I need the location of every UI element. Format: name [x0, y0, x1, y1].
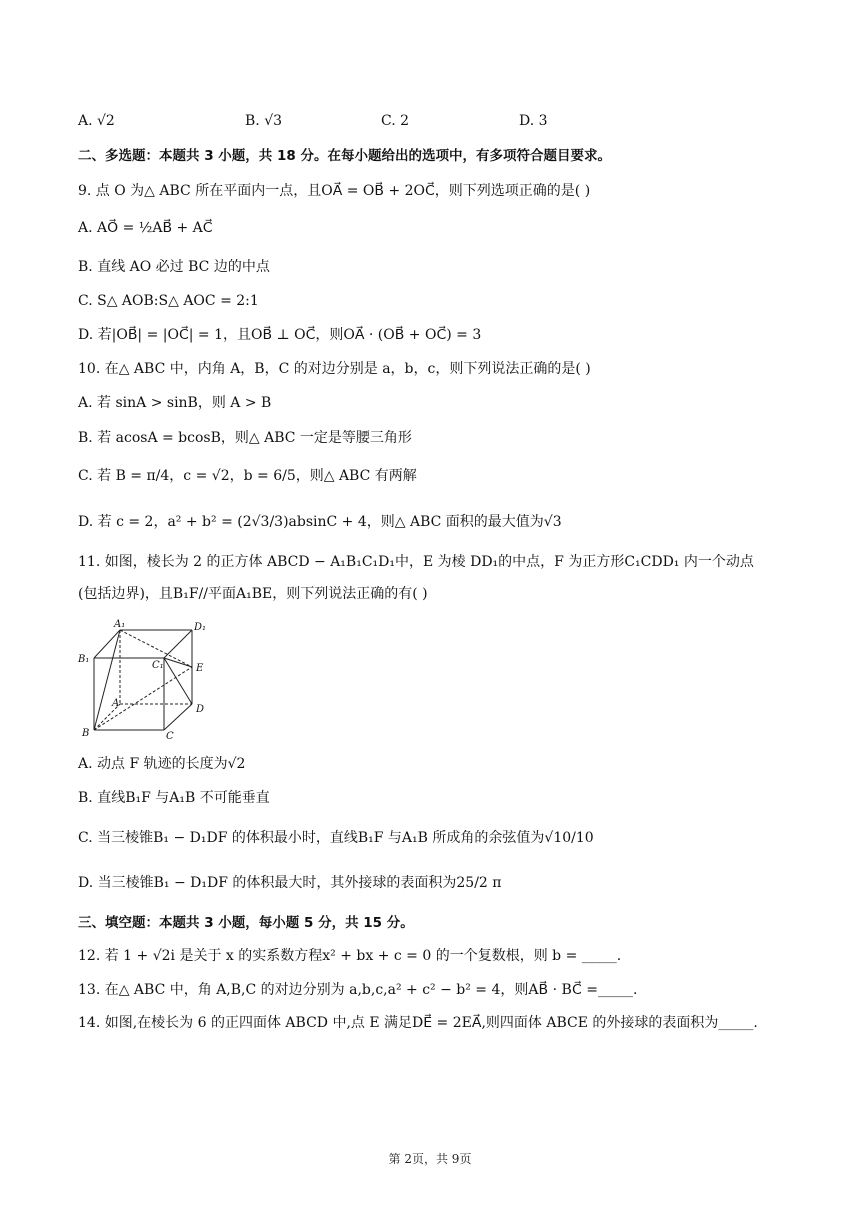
- q13: 13. 在△ ABC 中，角 A,B,C 的对边分别为 a,b,c,a² + c² − b² = 4，则AB⃗ · BC⃗ =_____.: [78, 982, 638, 998]
- q8-option-a: A. √2: [78, 113, 115, 129]
- cube-diagram: [74, 618, 214, 740]
- line-a1b: [94, 630, 120, 730]
- cube-figure: [74, 618, 214, 740]
- q14: 14. 如图,在棱长为 6 的正四面体 ABCD 中,点 E 满足DE⃗ = 2EA⃗,则四面体 ABCE 的外接球的表面积为_____.: [78, 1015, 758, 1031]
- label-c: C: [166, 731, 174, 740]
- q10-option-a: A. 若 sinA > sinB，则 A > B: [78, 395, 272, 411]
- q12: 12. 若 1 + √2i 是关于 x 的实系数方程x² + bx + c = 0 的一个复数根，则 b = _____.: [78, 948, 622, 964]
- q8-option-c: C. 2: [381, 113, 410, 129]
- q8-options: [78, 113, 778, 133]
- line-be: [94, 667, 192, 730]
- q10-stem: 10. 在△ ABC 中，内角 A，B，C 的对边分别是 a，b，c，则下列说法正确的是( ): [78, 361, 591, 377]
- q10-option-c: C. 若 B = π/4，c = √2，b = 6/5，则△ ABC 有两解: [78, 468, 417, 484]
- label-a1: A₁: [114, 619, 126, 630]
- q11-option-b: B. 直线B₁F 与A₁B 不可能垂直: [78, 790, 270, 806]
- label-d: D: [196, 704, 205, 715]
- q9-option-d: D. 若|OB⃗| = |OC⃗| = 1，且OB⃗ ⊥ OC⃗，则OA⃗ · (OB⃗ + OC⃗) = 3: [78, 327, 482, 343]
- label-b: B: [82, 728, 90, 739]
- edge-c1d1: [164, 630, 192, 658]
- section-3-heading: 三、填空题：本题共 3 小题，每小题 5 分，共 15 分。: [78, 915, 414, 931]
- q9-option-c: C. S△ AOB:S△ AOC = 2:1: [78, 293, 259, 309]
- section-2-heading: 二、多选题：本题共 3 小题，共 18 分。在每小题给出的选项中，有多项符合题目要求。: [78, 148, 611, 164]
- page-footer: 第 2页，共 9页: [388, 1152, 472, 1166]
- q8-option-d: D. 3: [519, 113, 548, 129]
- q11-stem-line1: 11. 如图，棱长为 2 的正方体 ABCD − A₁B₁C₁D₁中，E 为棱 DD₁的中点，F 为正方形C₁CDD₁ 内一个动点: [78, 554, 754, 570]
- q9-option-a: A. AO⃗ = ½AB⃗ + AC⃗: [78, 220, 213, 236]
- label-c1: C₁: [152, 660, 164, 671]
- label-e: E: [196, 663, 204, 674]
- q8-option-b: B. √3: [245, 113, 283, 129]
- label-b1: B₁: [78, 654, 90, 665]
- q11-option-c: C. 当三棱锥B₁ − D₁DF 的体积最小时，直线B₁F 与A₁B 所成角的余弦值为√10/10: [78, 830, 594, 846]
- q10-option-d: D. 若 c = 2，a² + b² = (2√3/3)absinC + 4，则△ ABC 面积的最大值为√3: [78, 514, 562, 530]
- q9-stem: 9. 点 O 为△ ABC 所在平面内一点，且OA⃗ = OB⃗ + 2OC⃗，则下列选项正确的是( ): [78, 183, 591, 199]
- edge-cd: [164, 704, 192, 730]
- q10-option-b: B. 若 acosA = bcosB，则△ ABC 一定是等腰三角形: [78, 430, 412, 446]
- label-d1: D₁: [194, 622, 207, 633]
- q9-option-b: B. 直线 AO 必过 BC 边的中点: [78, 259, 270, 275]
- q11-option-d: D. 当三棱锥B₁ − D₁DF 的体积最大时，其外接球的表面积为25/2 π: [78, 875, 502, 891]
- q11-stem-line2: (包括边界)，且B₁F//平面A₁BE，则下列说法正确的有( ): [78, 586, 428, 602]
- q11-option-a: A. 动点 F 轨迹的长度为√2: [78, 756, 246, 772]
- label-a: A: [112, 698, 120, 709]
